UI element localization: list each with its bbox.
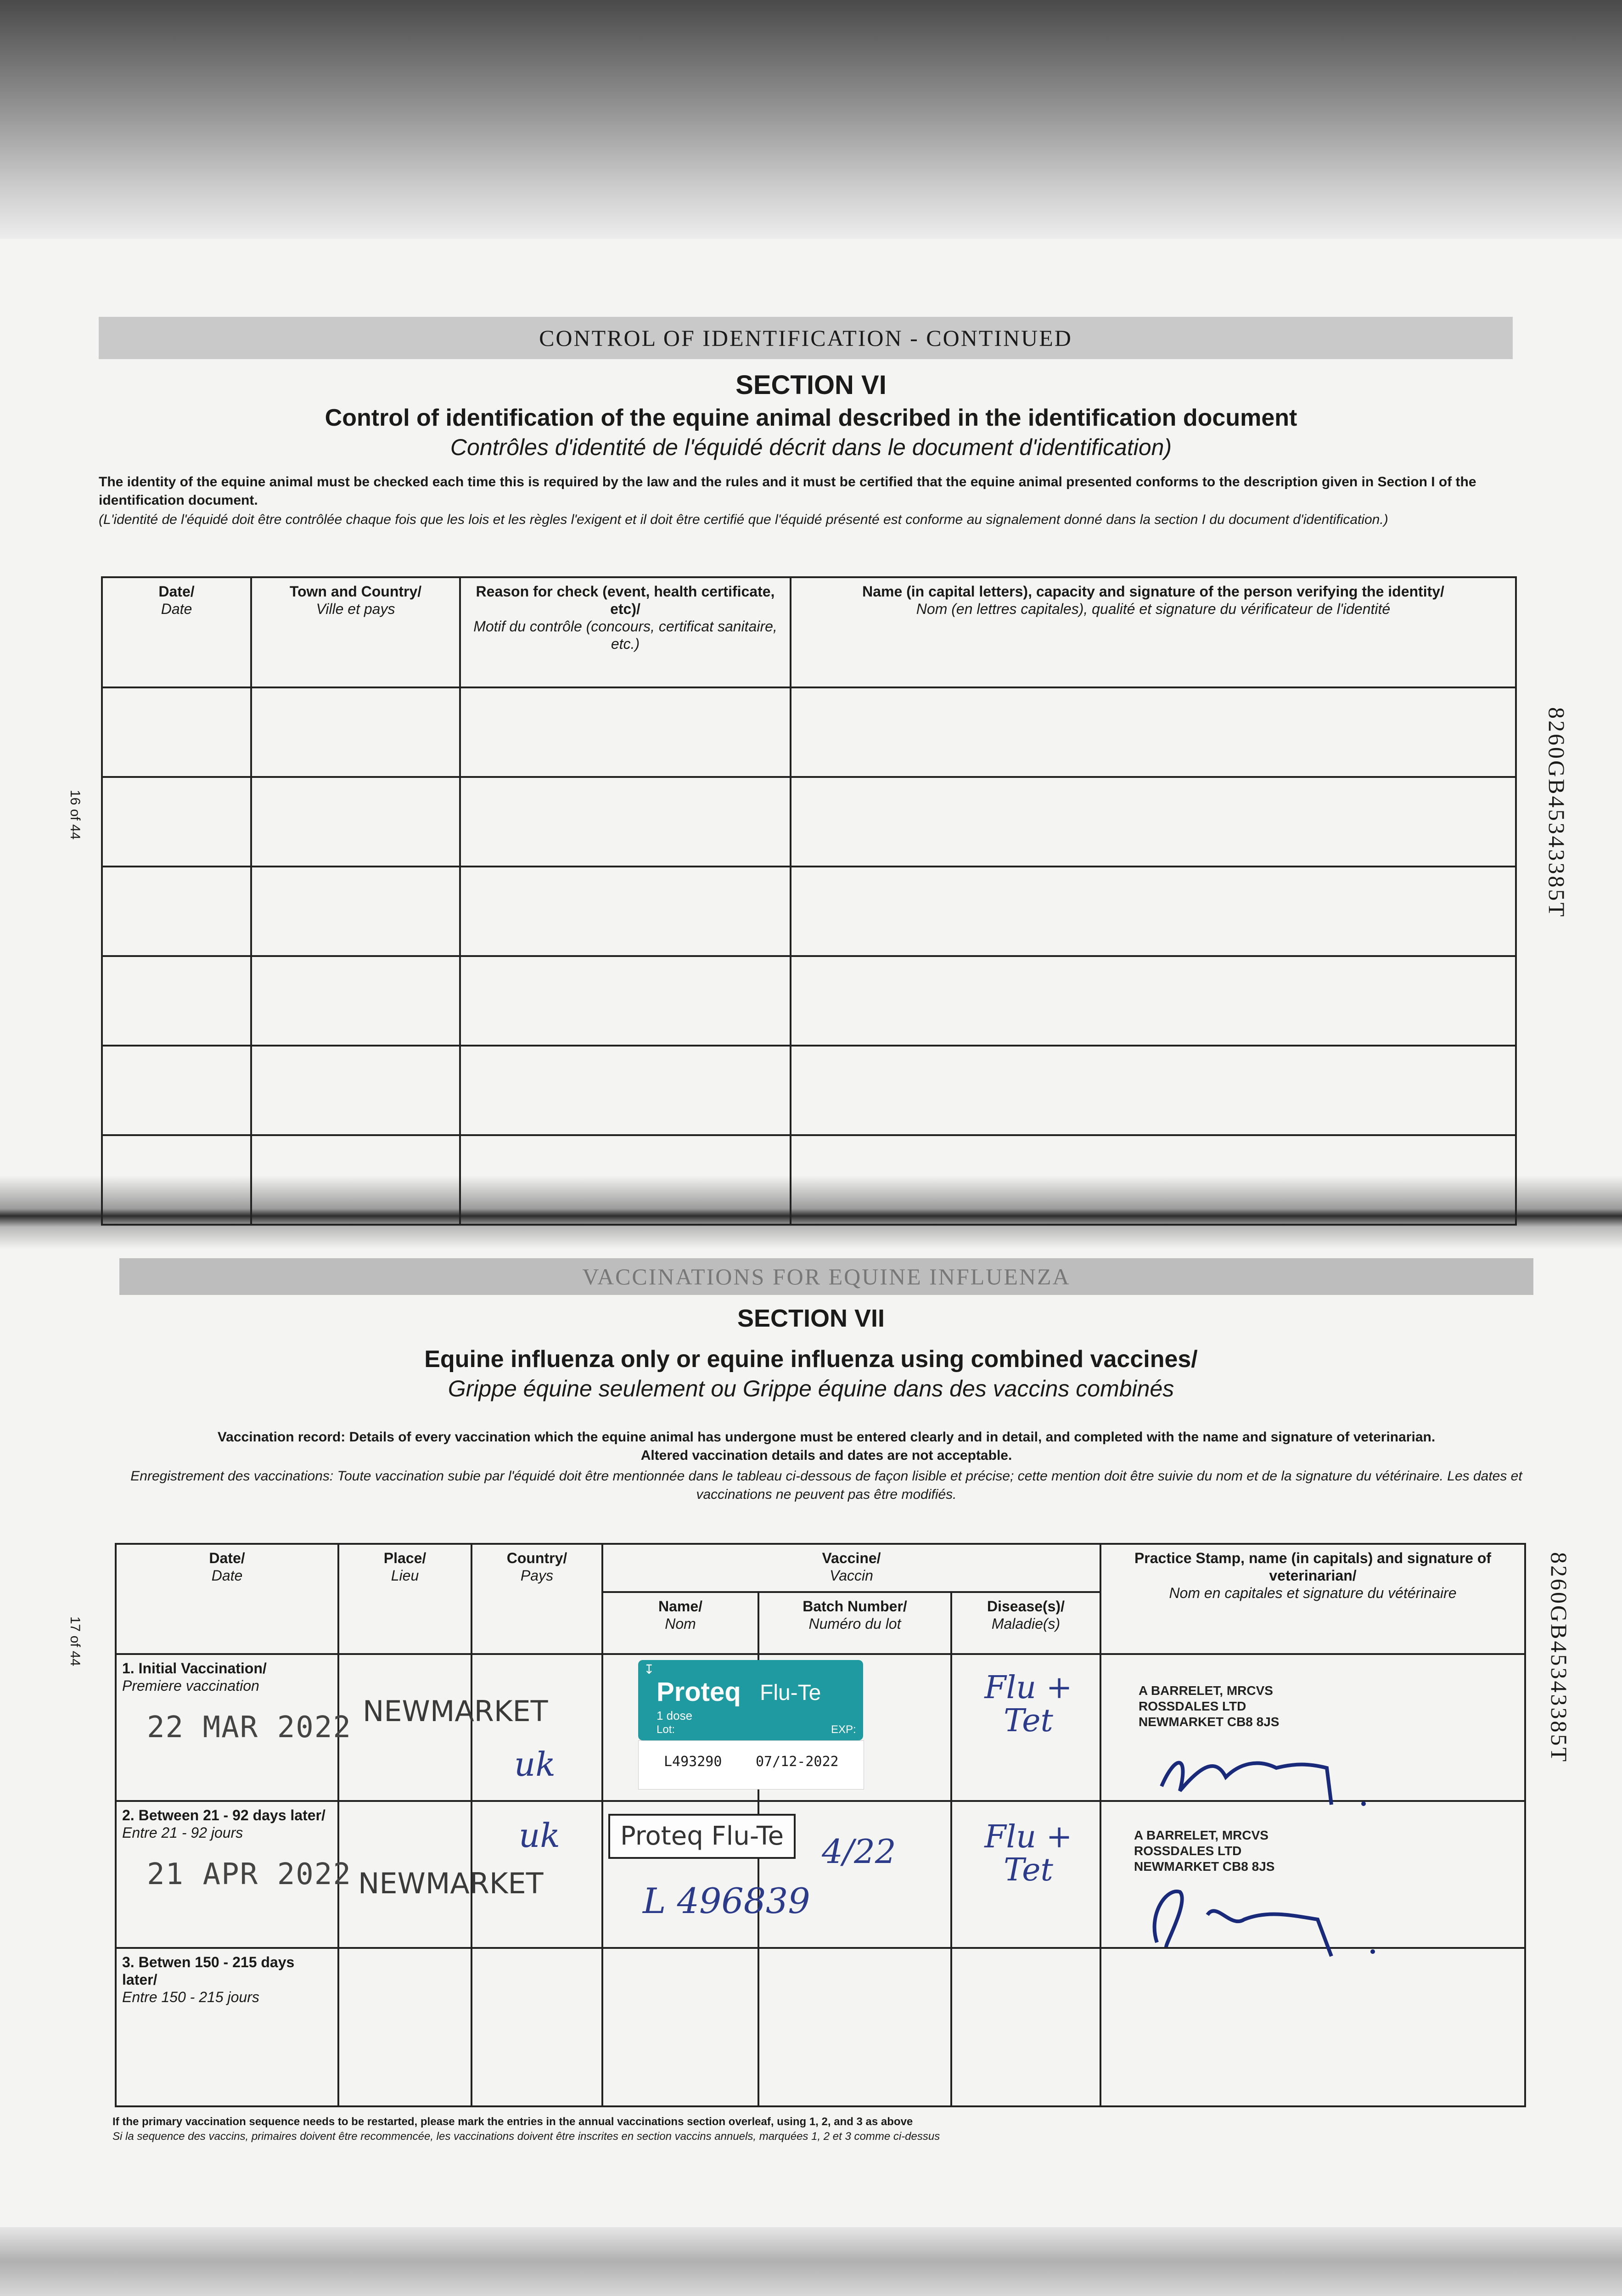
table-row: [102, 1135, 1516, 1225]
vet-stamp: [1134, 1828, 1274, 1874]
vet-practice: ROSSDALES LTD: [1134, 1844, 1242, 1858]
footer-fr: Si la sequence des vaccins, primaires doivent être recommencée, les vaccinations doivent être inscrites en section vaccins annuels, marquées 1, 2 et 3 comme ci-dessus: [112, 2130, 940, 2143]
table-row: [102, 777, 1516, 867]
date-stamp: 21 APR 2022: [147, 1857, 352, 1891]
page-number: 17 of 44: [67, 1616, 83, 1666]
col-date: Date/ Date: [116, 1544, 338, 1654]
vet-signature: [1148, 1736, 1377, 1809]
intro-fr: Enregistrement des vaccinations: Toute vaccination subie par l'équidé doit être mentionnée dans le tableau ci-dessous de façon lisible et précise; cette mention doit être suivie du nom et de la signature du vétérinaire. Les dates et vaccinations ne peuvent pas être modifiés.: [130, 1469, 1522, 1502]
section-banner: CONTROL OF IDENTIFICATION - CONTINUED: [99, 317, 1513, 359]
scanner-top-shadow: [0, 0, 1622, 239]
row-label: 3. Betwen 150 - 215 days later/ Entre 150 - 215 jours: [116, 1948, 338, 2106]
vet-name: A BARRELET, MRCVS: [1134, 1828, 1268, 1842]
col-batch: Batch Number/ Numéro du lot: [758, 1592, 951, 1654]
col-vet-stamp: Practice Stamp, name (in capitals) and signature of veterinarian/ Nom en capitales et signature du vétérinaire: [1100, 1544, 1525, 1654]
exp-label: EXP:: [831, 1723, 856, 1736]
section-heading: SECTION VI: [735, 370, 887, 400]
brand-name: Proteq: [657, 1677, 741, 1707]
col-disease: Disease(s)/ Maladie(s): [951, 1592, 1100, 1654]
table-row: [102, 1046, 1516, 1135]
vaccine-name-stamp: Proteq Flu-Te: [608, 1814, 796, 1859]
page-edge-bottom: [0, 2227, 1622, 2296]
col-place: Place/ Lieu: [338, 1544, 471, 1654]
identification-table: [101, 576, 1517, 1226]
intro-en: Vaccination record: Details of every vaccination which the equine animal has undergone must be entered clearly and in detail, and completed with the name and signature of veterinarian. Altered vaccination details and dates are not acceptable.: [217, 1429, 1436, 1463]
col-town-country: Town and Country/ Ville et pays: [251, 577, 460, 687]
section-title-fr: Contrôles d'identité de l'équidé décrit dans le document d'identification): [450, 434, 1172, 460]
place-stamp: NEWMARKET: [363, 1694, 548, 1728]
col-vaccine-name: Name/ Nom: [602, 1592, 758, 1654]
label-icon: ↧: [644, 1662, 655, 1677]
place-stamp: NEWMARKET: [358, 1867, 544, 1900]
vaccine-label-print: [638, 1740, 864, 1790]
footer-en: If the primary vaccination sequence needs to be restarted, please mark the entries in the annual vaccinations section overleaf, using 1, 2, and 3 as above: [112, 2116, 913, 2128]
vaccine-label-header: [638, 1660, 863, 1740]
vet-address: NEWMARKET CB8 8JS: [1139, 1715, 1280, 1729]
vaccination-table: [115, 1543, 1526, 2107]
vaccine-label-sticker: [638, 1660, 868, 1798]
intro-en: The identity of the equine animal must be checked each time this is required by the law and the rules and it must be certified that the equine animal presented conforms to the description given in Section I of the identification document.: [99, 474, 1476, 508]
table-row: [102, 956, 1516, 1046]
section-banner: VACCINATIONS FOR EQUINE INFLUENZA: [119, 1258, 1533, 1295]
intro-fr: (L'identité de l'équidé doit être contrôlée chaque fois que les lois et les règles l'exigent et il doit être certifié que l'équidé présenté est conforme au signalement donné dans la section I du document d'identification.): [99, 512, 1388, 527]
table-row: [116, 1948, 1525, 2106]
lot-label: Lot:: [657, 1723, 675, 1736]
col-reason: Reason for check (event, health certificate, etc)/ Motif du contrôle (concours, certificat sanitaire, etc.): [460, 577, 791, 687]
col-country: Country/ Pays: [471, 1544, 602, 1654]
country-handwritten: uk: [514, 1745, 556, 1784]
col-vaccine: Vaccine/ Vaccin: [602, 1544, 1100, 1592]
section-heading: SECTION VII: [737, 1305, 885, 1332]
date-stamp: 22 MAR 2022: [147, 1711, 352, 1745]
vet-stamp: [1139, 1683, 1279, 1730]
col-date: Date/ Date: [102, 577, 251, 687]
vet-address: NEWMARKET CB8 8JS: [1134, 1859, 1275, 1874]
table-row: [102, 687, 1516, 777]
disease-handwritten: Flu + Tet: [984, 1670, 1072, 1739]
section-title-en: Equine influenza only or equine influenza using combined vaccines/: [424, 1346, 1198, 1373]
table-row: [102, 867, 1516, 956]
country-handwritten: uk: [519, 1816, 560, 1855]
disease-handwritten: Flu + Tet: [984, 1819, 1072, 1888]
col-verifier: Name (in capital letters), capacity and signature of the person verifying the identity/ Nom (en lettres capitales), qualité et signature du vérificateur de l'identité: [791, 577, 1516, 687]
passport-id: 8260GB45343385T: [1544, 707, 1570, 918]
expiry-date: 07/12-2022: [756, 1754, 839, 1770]
vet-practice: ROSSDALES LTD: [1139, 1699, 1246, 1713]
row-label: 2. Between 21 - 92 days later/ Entre 21 - 92 jours: [116, 1801, 338, 1948]
dose-text: 1 dose: [657, 1709, 693, 1722]
page-number: 16 of 44: [67, 790, 83, 840]
section-title-fr: Grippe équine seulement ou Grippe équine dans des vaccins combinés: [448, 1376, 1174, 1401]
lot-number: L493290: [664, 1754, 722, 1770]
vet-signature: [1139, 1874, 1386, 1961]
vet-name: A BARRELET, MRCVS: [1139, 1683, 1273, 1698]
row-label: 1. Initial Vaccination/ Premiere vaccination: [116, 1654, 338, 1801]
passport-id: 8260GB45343385T: [1546, 1552, 1572, 1763]
section-title-en: Control of identification of the equine animal described in the identification document: [325, 405, 1297, 431]
batch-handwritten: L 496839: [643, 1880, 810, 1921]
expiry-handwritten: 4/22: [822, 1832, 896, 1871]
product-name: Flu-Te: [760, 1681, 821, 1705]
table-header-row: [102, 577, 1516, 687]
table-header-row: [116, 1544, 1525, 1592]
